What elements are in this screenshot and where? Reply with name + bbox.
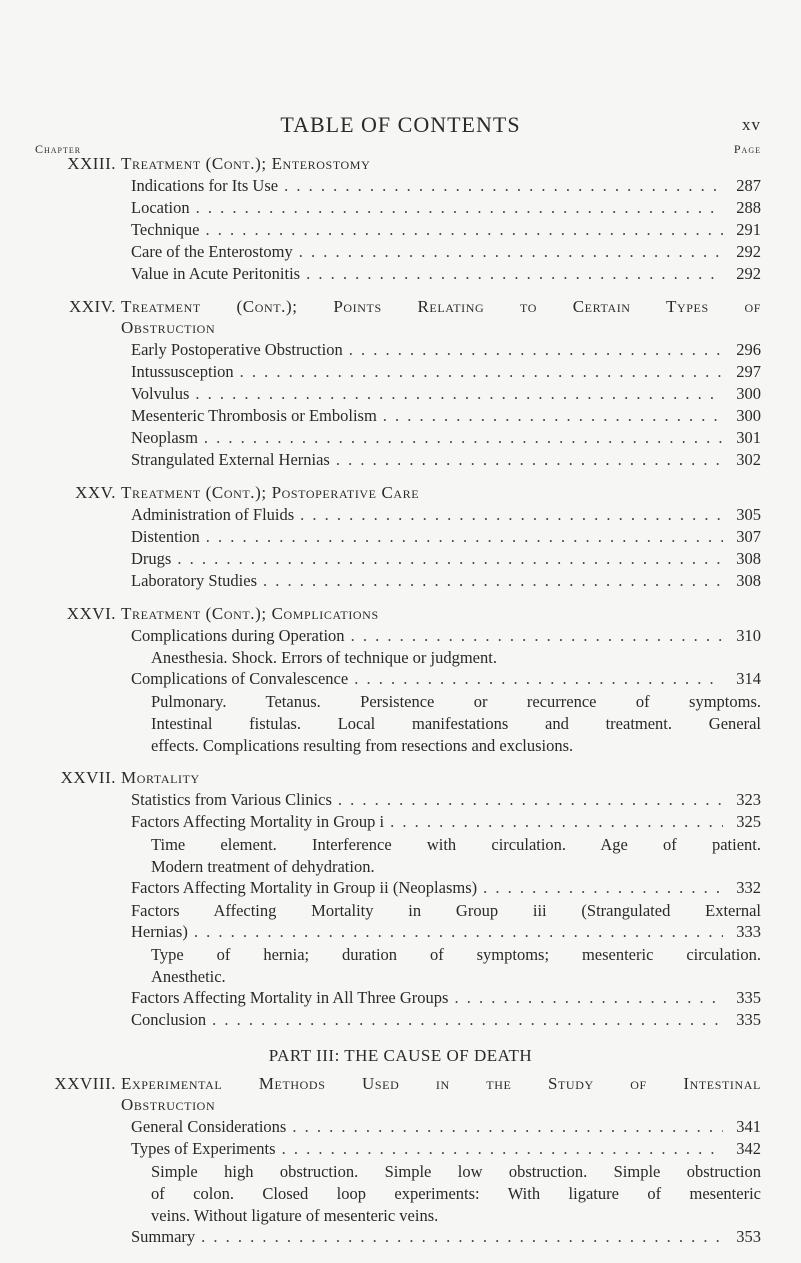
- entry-subtopics: Simple high obstruction. Simple low obstruction. Simple obstruction: [151, 1162, 761, 1181]
- leader-dots: [201, 1227, 723, 1247]
- chapter-column-header: Chapter: [35, 142, 82, 156]
- leader-dots: [338, 790, 723, 810]
- toc-entry-wrapped-line[interactable]: Factors Affecting Mortality in Group iii (Strangulated External: [131, 901, 761, 920]
- toc-entry[interactable]: [131, 428, 761, 450]
- toc-entry[interactable]: [131, 571, 761, 593]
- entry-title: Technique: [131, 220, 200, 239]
- toc-entry[interactable]: [131, 1117, 761, 1139]
- entry-title: Volvulus: [131, 384, 190, 403]
- chapter-title-line2: Obstruction: [121, 318, 216, 337]
- running-head: [0, 112, 801, 140]
- entry-subtopics: veins. Without ligature of mesenteric veins.: [151, 1206, 439, 1225]
- leader-dots: [299, 242, 723, 262]
- toc-entry[interactable]: [131, 1139, 761, 1161]
- chapter-heading: [0, 154, 801, 176]
- entry-page: 353: [736, 1227, 761, 1246]
- chapter-heading-continued: [0, 318, 801, 340]
- entry-page: 308: [736, 571, 761, 590]
- toc-entry[interactable]: [131, 878, 761, 900]
- leader-dots: [204, 428, 723, 448]
- leader-dots: [383, 406, 723, 426]
- entry-title: Summary: [131, 1227, 196, 1246]
- entry-page: 300: [736, 406, 761, 425]
- toc-entry[interactable]: [131, 384, 761, 406]
- entry-page: 314: [736, 669, 761, 688]
- leader-dots: [196, 198, 723, 218]
- leader-dots: [205, 220, 723, 240]
- leader-dots: [284, 176, 723, 196]
- entry-title: Hernias): [131, 922, 188, 941]
- chapter-title: Treatment (Cont.); Points Relating to Certain Types of: [121, 297, 761, 316]
- entry-subtopics: effects. Complications resulting from resections and exclusions.: [151, 736, 574, 755]
- toc-entry[interactable]: [131, 988, 761, 1010]
- leader-dots: [240, 362, 723, 382]
- entry-title: Neoplasm: [131, 428, 198, 447]
- part-heading: PART III: THE CAUSE OF DEATH: [268, 1046, 533, 1065]
- toc-entry[interactable]: [131, 527, 761, 549]
- toc-entry[interactable]: [131, 505, 761, 527]
- entry-title: Early Postoperative Obstruction: [131, 340, 343, 359]
- toc-entry[interactable]: [131, 198, 761, 220]
- chapter-heading: [0, 1074, 801, 1096]
- chapter-heading-continued: [0, 1095, 801, 1117]
- toc-entry[interactable]: [131, 549, 761, 571]
- entry-page: 342: [736, 1139, 761, 1158]
- leader-dots: [454, 988, 723, 1008]
- entry-title: Indications for Its Use: [131, 176, 279, 195]
- entry-subtopics: Modern treatment of dehydration.: [151, 857, 375, 876]
- entry-page: 292: [736, 242, 761, 261]
- chapter-title: Treatment (Cont.); Postoperative Care: [121, 483, 420, 502]
- entry-title: Strangulated External Hernias: [131, 450, 330, 469]
- toc-entry[interactable]: [131, 242, 761, 264]
- entry-subtopics: Type of hernia; duration of symptoms; mesenteric circulation.: [151, 945, 761, 964]
- leader-dots: [194, 922, 723, 942]
- entry-page: 325: [736, 812, 761, 831]
- entry-page: 301: [736, 428, 761, 447]
- leader-dots: [263, 571, 723, 591]
- entry-title: Factors Affecting Mortality in All Three Groups: [131, 988, 449, 1007]
- entry-page: 335: [736, 1010, 761, 1029]
- chapter-title: Experimental Methods Used in the Study of Intestinal: [121, 1074, 761, 1093]
- entry-title: Complications during Operation: [131, 626, 345, 645]
- chapter-number: XXVI.: [66, 604, 116, 623]
- entry-title: General Considerations: [131, 1117, 287, 1136]
- toc-entry[interactable]: [131, 812, 761, 834]
- entry-page: 296: [736, 340, 761, 359]
- entry-page: 308: [736, 549, 761, 568]
- toc-entry[interactable]: [131, 669, 761, 691]
- entry-title: Complications of Convalescence: [131, 669, 349, 688]
- toc-entry[interactable]: [131, 176, 761, 198]
- leader-dots: [349, 340, 723, 360]
- chapter-title-line2: Obstruction: [121, 1095, 216, 1114]
- leader-dots: [282, 1139, 723, 1159]
- toc-entry[interactable]: [131, 626, 761, 648]
- entry-page: 292: [736, 264, 761, 283]
- entry-page: 310: [736, 626, 761, 645]
- entry-page: 302: [736, 450, 761, 469]
- leader-dots: [336, 450, 723, 470]
- entry-page: 287: [736, 176, 761, 195]
- chapter-number: XXIII.: [67, 154, 116, 173]
- entry-page: 341: [736, 1117, 761, 1136]
- leader-dots: [212, 1010, 723, 1030]
- chapter-title: Mortality: [121, 768, 200, 787]
- entry-page: 323: [736, 790, 761, 809]
- entry-page: 305: [736, 505, 761, 524]
- entry-page: 300: [736, 384, 761, 403]
- entry-subtopics: Pulmonary. Tetanus. Persistence or recurrence of symptoms.: [151, 692, 761, 711]
- entry-title: Conclusion: [131, 1010, 207, 1029]
- entry-title: Value in Acute Peritonitis: [131, 264, 301, 283]
- chapter-number: XXVII.: [60, 768, 116, 787]
- entry-page: 333: [736, 922, 761, 941]
- leader-dots: [300, 505, 723, 525]
- entry-title: Location: [131, 198, 190, 217]
- entry-title: Factors Affecting Mortality in Group i: [131, 812, 385, 831]
- entry-page: 307: [736, 527, 761, 546]
- chapter-heading: [0, 483, 801, 505]
- entry-page: 291: [736, 220, 761, 239]
- entry-title: Types of Experiments: [131, 1139, 276, 1158]
- toc-entry[interactable]: [131, 1010, 761, 1032]
- toc-entry[interactable]: [131, 264, 761, 286]
- leader-dots: [206, 527, 723, 547]
- running-title: TABLE OF CONTENTS: [280, 112, 521, 137]
- entry-title: Administration of Fluids: [131, 505, 295, 524]
- page-column-header: Page: [733, 142, 761, 156]
- entry-title: Drugs: [131, 549, 172, 568]
- entry-subtopics: Anesthetic.: [151, 967, 226, 986]
- entry-subtopics: of colon. Closed loop experiments: With ligature of mesenteric: [151, 1184, 761, 1203]
- entry-subtopics: Anesthesia. Shock. Errors of technique or judgment.: [151, 648, 497, 667]
- chapter-heading: [0, 604, 801, 626]
- toc-entry[interactable]: [131, 220, 761, 242]
- chapter-heading: [0, 297, 801, 319]
- entry-page: 332: [736, 878, 761, 897]
- toc-entry[interactable]: [131, 340, 761, 362]
- entry-page: 335: [736, 988, 761, 1007]
- leader-dots: [177, 549, 723, 569]
- entry-title: Factors Affecting Mortality in Group ii (Neoplasms): [131, 878, 478, 897]
- toc-entry[interactable]: [131, 922, 761, 944]
- chapter-number: XXV.: [75, 483, 116, 502]
- entry-page: 297: [736, 362, 761, 381]
- page-number: xv: [742, 115, 761, 134]
- toc-entry[interactable]: [131, 406, 761, 428]
- entry-title: Distention: [131, 527, 200, 546]
- chapter-number: XXIV.: [68, 297, 116, 316]
- chapter-title: Treatment (Cont.); Enterostomy: [121, 154, 371, 173]
- toc-entry[interactable]: [131, 790, 761, 812]
- leader-dots: [390, 812, 723, 832]
- entry-title: Mesenteric Thrombosis or Embolism: [131, 406, 377, 425]
- toc-entry[interactable]: [131, 1227, 761, 1249]
- entry-subtopics: Intestinal fistulas. Local manifestations and treatment. General: [151, 714, 761, 733]
- leader-dots: [195, 384, 723, 404]
- entry-title: Statistics from Various Clinics: [131, 790, 332, 809]
- toc-entry[interactable]: [131, 450, 761, 472]
- leader-dots: [354, 669, 723, 689]
- leader-dots: [351, 626, 723, 646]
- leader-dots: [483, 878, 723, 898]
- entry-title: Intussusception: [131, 362, 234, 381]
- entry-page: 288: [736, 198, 761, 217]
- toc-entry[interactable]: [131, 362, 761, 384]
- chapter-number: XXVIII.: [54, 1074, 116, 1093]
- entry-title: Care of the Enterostomy: [131, 242, 293, 261]
- leader-dots: [306, 264, 723, 284]
- leader-dots: [292, 1117, 723, 1137]
- chapter-heading: [0, 768, 801, 790]
- entry-subtopics: Time element. Interference with circulation. Age of patient.: [151, 835, 761, 854]
- entry-title: Laboratory Studies: [131, 571, 258, 590]
- chapter-title: Treatment (Cont.); Complications: [121, 604, 379, 623]
